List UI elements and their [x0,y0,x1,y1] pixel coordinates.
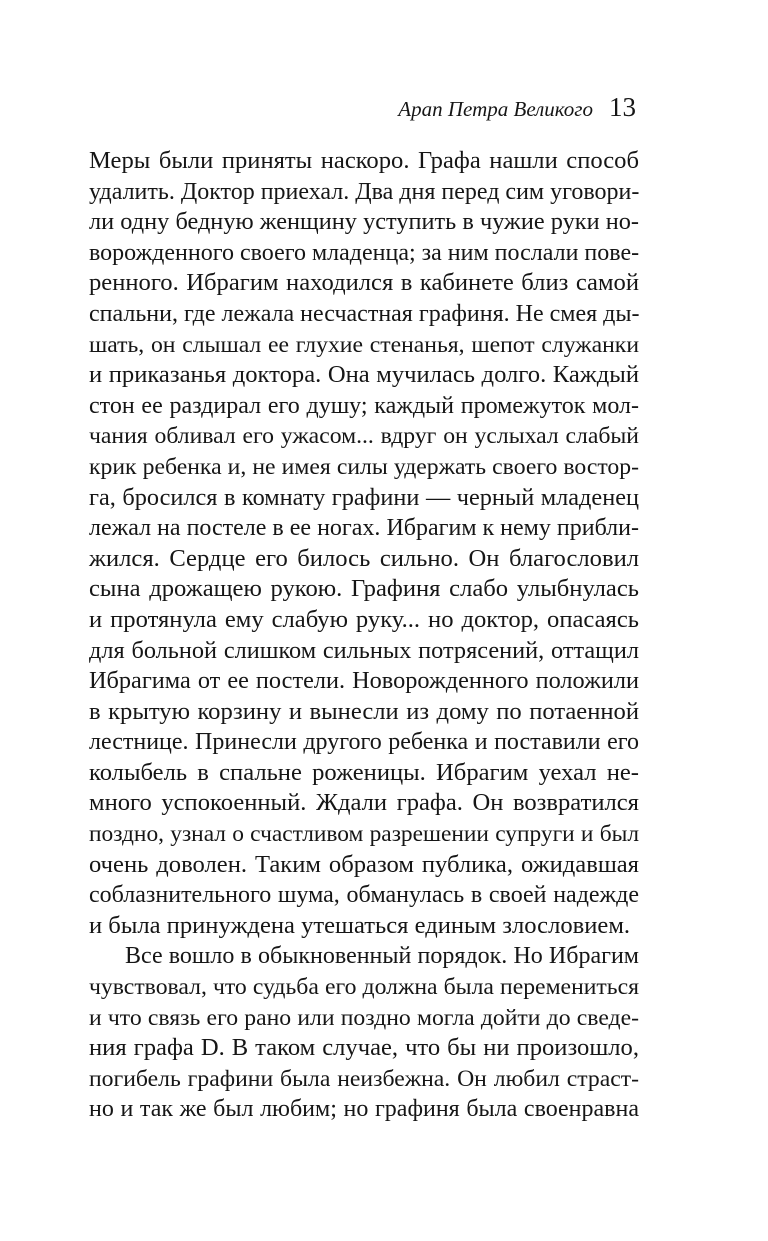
text-line: колыбель в спальне роженицы. Ибрагим уехал не- [89,758,639,786]
text-line: Все вошло в обыкновенный порядок. Но Ибрагим [125,943,639,970]
text-line: в крытую корзину и вынесли из дому по потаенной [89,697,639,725]
text-line: соблазнительного шума, обманулась в своей надежде [89,882,639,909]
running-header [398,92,636,123]
text-line: крик ребенка и, не имея силы удержать своего востор- [89,453,639,480]
paragraph-2 [89,941,639,1125]
text-line: сына дрожащею рукою. Графиня слабо улыбнулась [89,575,639,603]
text-line: шать, он слышал ее глухие стенанья, шепот служанки [89,331,639,358]
text-line: очень доволен. Таким образом публика, ожидавшая [89,850,639,878]
text-line: ли одну бедную женщину уступить в чужие руки но- [89,208,639,236]
text-line: лежал на постеле в ее ногах. Ибрагим к нему прибли- [89,515,639,542]
text-line: жился. Сердце его билось сильно. Он благословил [89,544,639,572]
text-line: и приказанья доктора. Она мучилась долго. Каждый [89,361,639,389]
text-line: ния графа D. В таком случае, что бы ни произошло, [89,1034,639,1062]
text-line: га, бросился в комнату графини — черный младенец [89,483,639,511]
text-line: и что связь его рано или поздно могла дойти до сведе- [89,1004,639,1031]
text-line: Меры были приняты наскоро. Графа нашли способ [89,147,639,174]
text-line: но и так же был любим; но графиня была своенравна [89,1096,639,1123]
text-line: чания обливал его ужасом... вдруг он услыхал слабый [89,423,639,450]
text-line: ренного. Ибрагим находился в кабинете близ самой [89,269,639,297]
text-line: много успокоенный. Ждали графа. Он возвратился [89,789,639,817]
running-title: Арап Петра Великого [398,97,593,121]
text-line: Ибрагима от ее постели. Новорожденного положили [89,667,639,695]
page-number: 13 [609,92,636,122]
text-line: и протянула ему слабую руку... но доктор, опасаясь [89,605,639,633]
paragraph-1 [89,146,639,941]
text-line: погибель графини была неизбежна. Он любил страст- [89,1065,639,1092]
text-line: удалить. Доктор приехал. Два дня перед сим уговори- [89,178,640,205]
text-line: поздно, узнал о счастливом разрешении супруги и был [89,821,639,848]
body-text [89,146,639,1125]
text-line: ворожденного своего младенца; за ним послали пове- [89,239,640,266]
text-line: лестнице. Принесли другого ребенка и поставили его [89,729,639,756]
text-line: спальни, где лежала несчастная графиня. Не смея ды- [89,300,640,327]
text-line: и была принуждена утешаться единым злословием. [89,911,631,939]
text-line: стон ее раздирал его душу; каждый промежуток мол- [89,392,639,419]
text-line: чувствовал, что судьба его должна была перемениться [89,974,639,1001]
text-line: для больной слишком сильных потрясений, оттащил [89,636,639,664]
